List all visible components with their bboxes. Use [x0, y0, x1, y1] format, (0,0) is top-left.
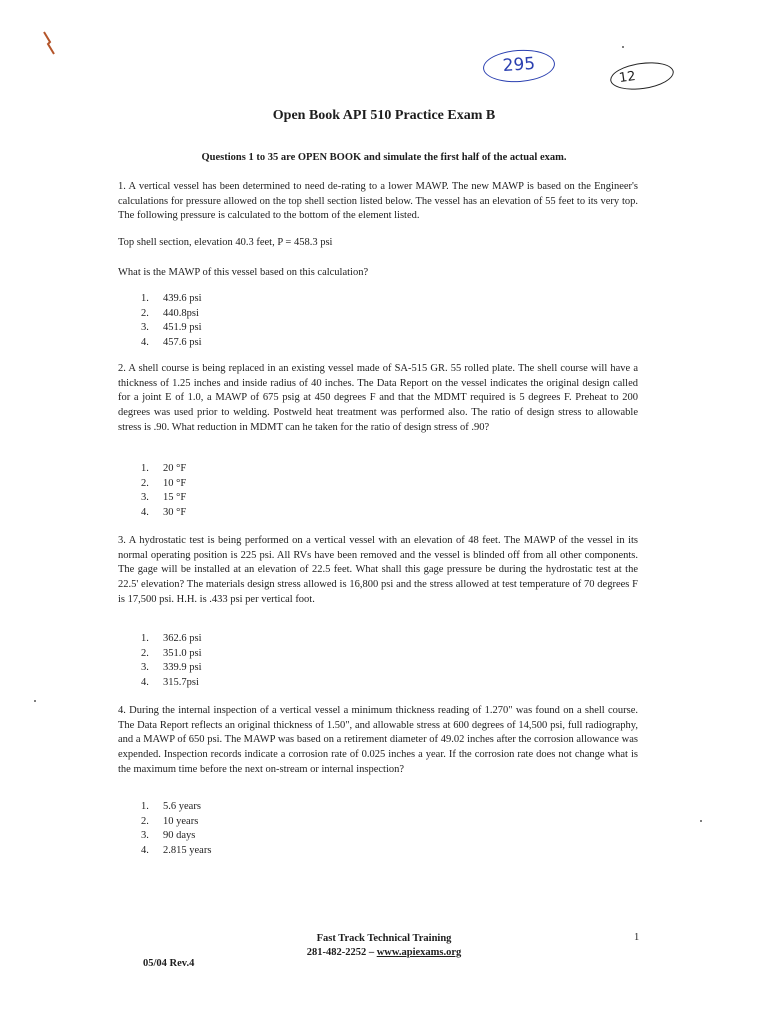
- page-footer: [0, 932, 768, 960]
- footer-url-link[interactable]: www.apiexams.org: [376, 947, 462, 958]
- option: 4. 315.7psi: [141, 676, 199, 688]
- option: 1. 5.6 years: [141, 801, 201, 812]
- option: 4. 2.815 years: [141, 844, 212, 856]
- question-4-options: [141, 800, 211, 858]
- footer-company: Fast Track Technical Training: [316, 933, 452, 944]
- question-3-options: [141, 632, 202, 690]
- speck: [700, 820, 702, 822]
- speck: [622, 46, 624, 48]
- option: 1. 362.6 psi: [141, 633, 202, 644]
- footer-phone: 281-482-2252 –: [306, 947, 377, 958]
- question-4-text: 4. During the internal inspection of a vertical vessel a minimum thickness reading of 1.270" was found on a shell course. The Data Report reflects an original thickness of 1.50", and allowable stress at 600 degrees of 14,500 psi, full radiography, and a MAWP of 650 psi. The MAWP was based on a retirement diameter of 49.02 inches after the corrosion allowance was expended. Inspection records indicate a corrosion rate of 0.025 inches a year. If the corrosion rate does not change what is the maximum time before the next on-stream or internal inspection?: [118, 705, 638, 775]
- question-2-options: [141, 462, 186, 520]
- speck: [34, 700, 36, 702]
- question-1-given: Top shell section, elevation 40.3 feet, P = 458.3 psi: [118, 237, 333, 248]
- question-1-text: 1. A vertical vessel has been determined to need de-rating to a lower MAWP. The new MAWP is based on the Engineer's calculations for pressure allowed on the top shell section listed below. The vessel has an elevation of 55 feet to its very top. The following pressure is calculated to the bottom of the element listed.: [118, 181, 638, 222]
- option: 3. 339.9 psi: [141, 662, 202, 673]
- option: 4. 30 °F: [141, 506, 187, 518]
- option: 4. 457.6 psi: [141, 336, 202, 348]
- option: 1. 439.6 psi: [141, 293, 202, 304]
- option: 3. 15 °F: [141, 492, 187, 503]
- question-3-text: 3. A hydrostatic test is being performed on a vertical vessel with an elevation of 48 feet. The MAWP of the vessel in its normal operating position is 225 psi. All RVs have been removed and the vessel is blinded off from all other components. The gage will be installed at an elevation of 22.5 feet. What shall this gage pressure be during the hydrostatic test at the 22.5' elevation? The materials design stress allowed is 16,800 psi and the stress allowed at test temperature of 70 degrees F is 17,500 psi. H.H. is .433 psi per vertical foot.: [118, 535, 638, 605]
- handwritten-circled-number: 295: [482, 48, 556, 85]
- option: 2. 10 °F: [141, 477, 187, 489]
- page-number: 1: [634, 932, 640, 943]
- page-subtitle: Questions 1 to 35 are OPEN BOOK and simulate the first half of the actual exam.: [201, 152, 567, 163]
- option: 1. 20 °F: [141, 463, 187, 474]
- question-1-prompt: What is the MAWP of this vessel based on this calculation?: [118, 267, 369, 278]
- question-1-options: [141, 292, 202, 350]
- option: 2. 440.8psi: [141, 307, 199, 319]
- handwritten-score: 12: [609, 59, 676, 94]
- question-2-text: 2. A shell course is being replaced in an existing vessel made of SA-515 GR. 55 rolled plate. The shell course will have a thickness of 1.25 inches and inside radius of 40 inches. The Data Report on the vessel indicates the original design called for a joint E of 1.0, a MAWP of 675 psig at 450 degrees F and that the MDMT required is 5 degrees F. Preheat to 200 degrees was used prior to welding. Postweld heat treatment was performed also. The ratio of design stress to allowable stress is .90. What reduction in MDMT can he taken for the ratio of design stress of .90?: [118, 363, 638, 433]
- page-title: Open Book API 510 Practice Exam B: [272, 108, 496, 123]
- pen-mark-icon: [40, 30, 70, 70]
- footer-contact: [0, 946, 768, 960]
- option: 2. 10 years: [141, 815, 199, 827]
- option: 2. 351.0 psi: [141, 647, 202, 659]
- option: 3. 90 days: [141, 830, 196, 841]
- revision-label: 05/04 Rev.4: [143, 958, 195, 969]
- option: 3. 451.9 psi: [141, 322, 202, 333]
